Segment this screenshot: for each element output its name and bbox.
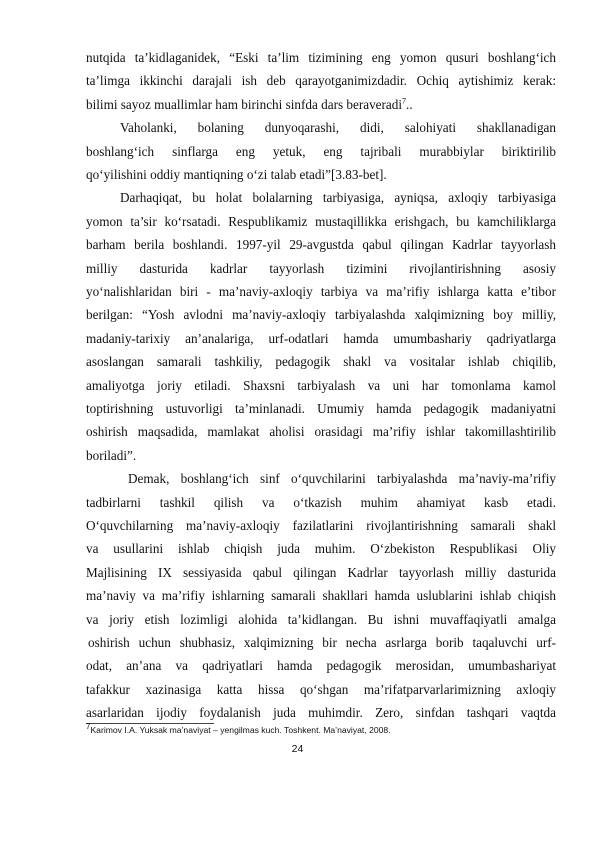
line-7: Darhaqiqat, bu holat bolalarning tarbiyasiga, ayniqsa, axloqiy tarbiyasiga — [120, 190, 556, 206]
line-3 — [86, 97, 556, 113]
line-19: Demak, boshlang‘ich sinf o‘quvchilarini tarbiyalashda ma’naviy-ma’rifiy — [128, 471, 556, 487]
line-27: odat, an’ana va qadriyatlari hamda pedagogik merosidan, umumbashariyat — [86, 658, 556, 674]
line-29: asarlaridan ijodiy foydalanish juda muhimdir. Zero, sinfdan tashqari vaqtda — [86, 705, 556, 721]
line-22: va usullarini ishlab chiqish juda muhim. O‘zbekiston Respublikasi Oliy — [86, 541, 556, 557]
line-24: ma’naviy va ma’rifiy ishlarning samarali shakllari hamda uslublarini ishlab chiqish — [86, 588, 556, 604]
line-12: berilgan: “Yosh avlodni ma’naviy-axloqiy tarbiyalashda xalqimizning boy milliy, — [86, 307, 556, 323]
line-11: yo‘nalishlaridan biri - ma’naviy-axloqiy tarbiya va ma’rifiy ishlarga katta e’tibor — [86, 284, 556, 299]
line-3-ellipsis: .. — [406, 96, 413, 112]
line-21: O‘quvchilarning ma’naviy-axloqiy fazilatlarini rivojlantirishning samarali shakl — [86, 518, 556, 533]
line-28: tafakkur xazinasiga katta hissa qo‘shgan ma’rifatparvarlarimizning axloqiy — [86, 681, 556, 697]
line-10: milliy dasturida kadrlar tayyorlash tizimini rivojlantirishning asosiy — [86, 260, 556, 276]
line-5: boshlang‘ich sinflarga eng yetuk, eng tajribali murabbiylar biriktirilib — [86, 143, 556, 159]
line-17: oshirish maqsadida, mamlakat aholisi orasidagi ma’rifiy ishlar takomillashtirilib — [86, 424, 556, 440]
footnote — [86, 722, 391, 736]
line-9: barham berila boshlandi. 1997-yil 29-avgustda qabul qilingan Kadrlar tayyorlash — [86, 237, 556, 253]
line-1: nutqida ta’kidlaganidek, “Eski ta’lim tizimining eng yomon qusuri boshlang‘ich — [86, 50, 556, 65]
page-number: 24 — [291, 743, 304, 756]
line-14: asoslangan samarali tashkiliy, pedagogik shakl va vositalar ishlab chiqilib, — [86, 354, 556, 370]
line-6: qo‘yilishini oddiy mantiqning o‘zi talab etadi”[3.83-bet]. — [86, 167, 387, 182]
line-26: oshirish uchun shubhasiz, xalqimizning bir necha asrlarga borib taqaluvchi urf- — [88, 635, 556, 650]
line-25: va joriy etish lozimligi alohida ta’kidlangan. Bu ishni muvaffaqiyatli amalga — [86, 611, 556, 627]
line-20: tadbirlarni tashkil qilish va o‘tkazish muhim ahamiyat kasb etadi. — [86, 494, 556, 510]
footnote-marker: 7 — [86, 722, 91, 732]
line-15: amaliyotga joriy etiladi. Shaxsni tarbiyalash va uni har tomonlama kamol — [86, 377, 556, 393]
line-3-text: bilimi sayoz muallimlar ham birinchi sinfda dars beraveradi — [86, 96, 403, 112]
line-23: Majlisining IX sessiyasida qabul qilingan Kadrlar tayyorlash milliy dasturida — [86, 564, 556, 580]
line-8: yomon ta’sir ko‘rsatadi. Respublikamiz mustaqillikka erishgach, bu kamchiliklarga — [86, 213, 556, 229]
line-4: Vaholanki, bolaning dunyoqarashi, didi, salohiyati shakllanadigan — [120, 120, 556, 136]
line-18: boriladi”. — [86, 447, 137, 463]
footnote-text: Karimov I.A. Yuksak ma’naviyat – yengilmas kuch. Toshkent. Ma’naviyat, 2008. — [90, 725, 391, 736]
footnote-ref: 7 — [402, 96, 407, 106]
line-13: madaniy-tarixiy an’analariga, urf-odatlari hamda umumbashariy qadriyatlarga — [86, 330, 556, 346]
line-2: ta’limga ikkinchi darajali ish deb qarayotganimizdadir. Ochiq aytishimiz kerak: — [86, 73, 556, 89]
line-16: toptirishning ustuvorligi ta’minlanadi. Umumiy hamda pedagogik madaniyatni — [86, 401, 556, 416]
